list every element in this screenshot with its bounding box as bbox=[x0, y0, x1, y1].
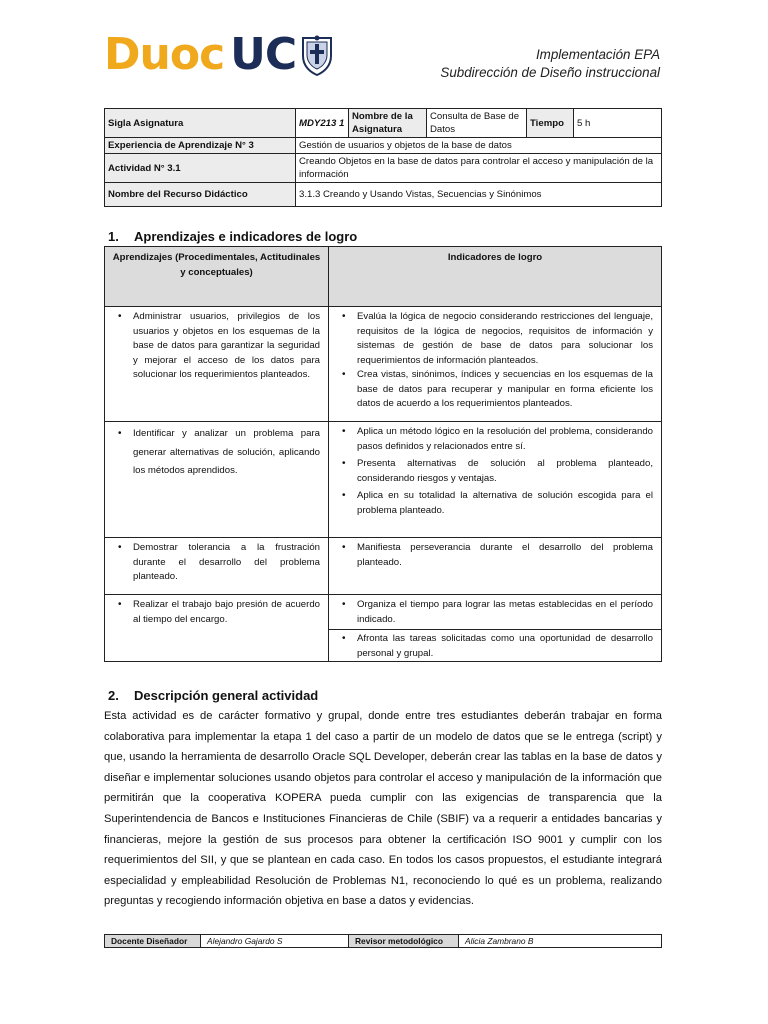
section-1-title: Aprendizajes e indicadores de logro bbox=[134, 229, 358, 244]
header-line-2: Subdirección de Diseño instruccional bbox=[440, 65, 660, 80]
aprendizaje-item-3: • Demostrar tolerancia a la frustración durante el desarrollo del problema planteado. bbox=[105, 541, 320, 585]
recurso-label: Nombre del Recurso Didáctico bbox=[105, 183, 296, 207]
section-2-heading bbox=[108, 688, 318, 703]
sigla-value: MDY213 1 bbox=[296, 109, 349, 138]
actividad-value: Creando Objetos en la base de datos para controlar el acceso y manipulación de la información bbox=[296, 154, 662, 183]
indicador-item-4-1: • Organiza el tiempo para lograr las metas establecidas en el período indicado. bbox=[329, 598, 653, 627]
tiempo-label: Tiempo bbox=[527, 109, 574, 138]
duoc-uc-logo bbox=[104, 28, 334, 82]
indicador-item-1-2: • Crea vistas, sinónimos, índices y secuencias en los esquemas de la base de datos para recuperar y manipular en forma eficiente los datos de acuerdo a los requerimientos planteados. bbox=[329, 368, 653, 412]
logo-uc-text: UC bbox=[230, 29, 297, 80]
header-right-text bbox=[440, 46, 660, 82]
revisor-label: Revisor metodológico bbox=[349, 935, 459, 948]
sigla-label: Sigla Asignatura bbox=[105, 109, 296, 138]
aprendizaje-cell-2 bbox=[105, 422, 329, 538]
indicador-item-2-2: • Presenta alternativas de solución al problema planteado, considerando riesgos y ventajas. bbox=[329, 457, 653, 486]
section-1-number: 1. bbox=[108, 229, 119, 244]
nombre-label: Nombre de la Asignatura bbox=[349, 109, 427, 138]
indicadores-cell-1 bbox=[329, 307, 662, 422]
indicador-item-4-2: • Afronta las tareas solicitadas como una oportunidad de desarrollo personal y grupal. bbox=[329, 632, 653, 661]
section-1-heading bbox=[108, 229, 357, 244]
indicadores-cell-4 bbox=[329, 595, 662, 662]
section-2-title: Descripción general actividad bbox=[134, 688, 319, 703]
indicadores-cell-2 bbox=[329, 422, 662, 538]
indicador-item-2-1: • Aplica un método lógico en la resolución del problema, considerando pasos definidos y relacionados entre sí. bbox=[329, 425, 653, 454]
logo-duoc-text: Duoc bbox=[104, 29, 225, 80]
header-line-1: Implementación EPA bbox=[535, 47, 660, 62]
aprendizaje-item-2: • Identificar y analizar un problema para generar alternativas de solución, aplicando los métodos aprendidos. bbox=[105, 425, 320, 481]
recurso-value: 3.1.3 Creando y Usando Vistas, Secuencias y Sinónimos bbox=[296, 183, 662, 207]
aprendizaje-item-1: • Administrar usuarios, privilegios de los usuarios y objetos en los esquemas de la base de datos para garantizar la seguridad y mejorar el acceso de los datos para solucionar los requerimientos planteados. bbox=[105, 310, 320, 383]
actividad-label: Actividad N° 3.1 bbox=[105, 154, 296, 183]
indicador-item-3-1: • Manifiesta perseverancia durante el desarrollo del problema planteado. bbox=[329, 541, 653, 570]
footer-signature-table bbox=[104, 934, 662, 948]
activity-description: Esta actividad es de carácter formativo y grupal, donde entre tres estudiantes deberán trabajar en forma colaborativa para implementar la etapa 1 del caso a partir de un modelo de datos que se le entrega (script) y que, usando la herramienta de desarrollo Oracle SQL Developer, deberán crear las tablas en la base de datos y diseñar e implementar soluciones usando objetos para controlar el acceso y manipulación de la información que permitirán que la cooperativa KOPERA pueda cumplir con las exigencias de transparencia que la Superintendencia de Bancos e Instituciones Financieras de Chile (SBIF) va a requerir a entidades bancarias y financieras, mejore la gestión de sus procesos para obtener la certificación ISO 9001 y cumplir con los requerimientos del SII, y que se plantean en cada caso. En todos los casos propuestos, el estudiante integrará especialidad y empleabilidad Resolución de Problemas N1, reconociendo lo qué es un problema, realizando preguntas y recogiendo información objetiva en base a datos y evidencias. bbox=[104, 710, 662, 908]
indicadores-subrow bbox=[329, 629, 661, 661]
nombre-value: Consulta de Base de Datos bbox=[427, 109, 527, 138]
university-crest-icon bbox=[300, 34, 334, 76]
docente-label: Docente Diseñador bbox=[105, 935, 201, 948]
experiencia-value: Gestión de usuarios y objetos de la base de datos bbox=[296, 138, 662, 154]
indicador-item-1-1: • Evalúa la lógica de negocio considerando restricciones del lenguaje, requisitos de la lógica de negocios, requisitos de información y sistemas de gestión de base de datos para solucionar los requerimientos de información planteados. bbox=[329, 310, 653, 368]
learning-indicators-table bbox=[104, 246, 662, 662]
tiempo-value: 5 h bbox=[574, 109, 662, 138]
course-info-table bbox=[104, 108, 662, 207]
docente-value: Alejandro Gajardo S bbox=[201, 935, 349, 948]
aprendizaje-cell-4 bbox=[105, 595, 329, 662]
experiencia-label: Experiencia de Aprendizaje N° 3 bbox=[105, 138, 296, 154]
indicadores-header: Indicadores de logro bbox=[329, 247, 662, 307]
aprendizaje-item-4: • Realizar el trabajo bajo presión de acuerdo al tiempo del encargo. bbox=[105, 598, 320, 627]
aprendizaje-cell-1 bbox=[105, 307, 329, 422]
indicador-item-2-3: • Aplica en su totalidad la alternativa de solución escogida para el problema planteado. bbox=[329, 489, 653, 518]
aprendizaje-cell-3 bbox=[105, 538, 329, 595]
indicadores-cell-3 bbox=[329, 538, 662, 595]
aprendizajes-header: Aprendizajes (Procedimentales, Actitudinales y conceptuales) bbox=[105, 247, 329, 307]
section-2-number: 2. bbox=[108, 688, 119, 703]
revisor-value: Alicia Zambrano B bbox=[459, 935, 662, 948]
